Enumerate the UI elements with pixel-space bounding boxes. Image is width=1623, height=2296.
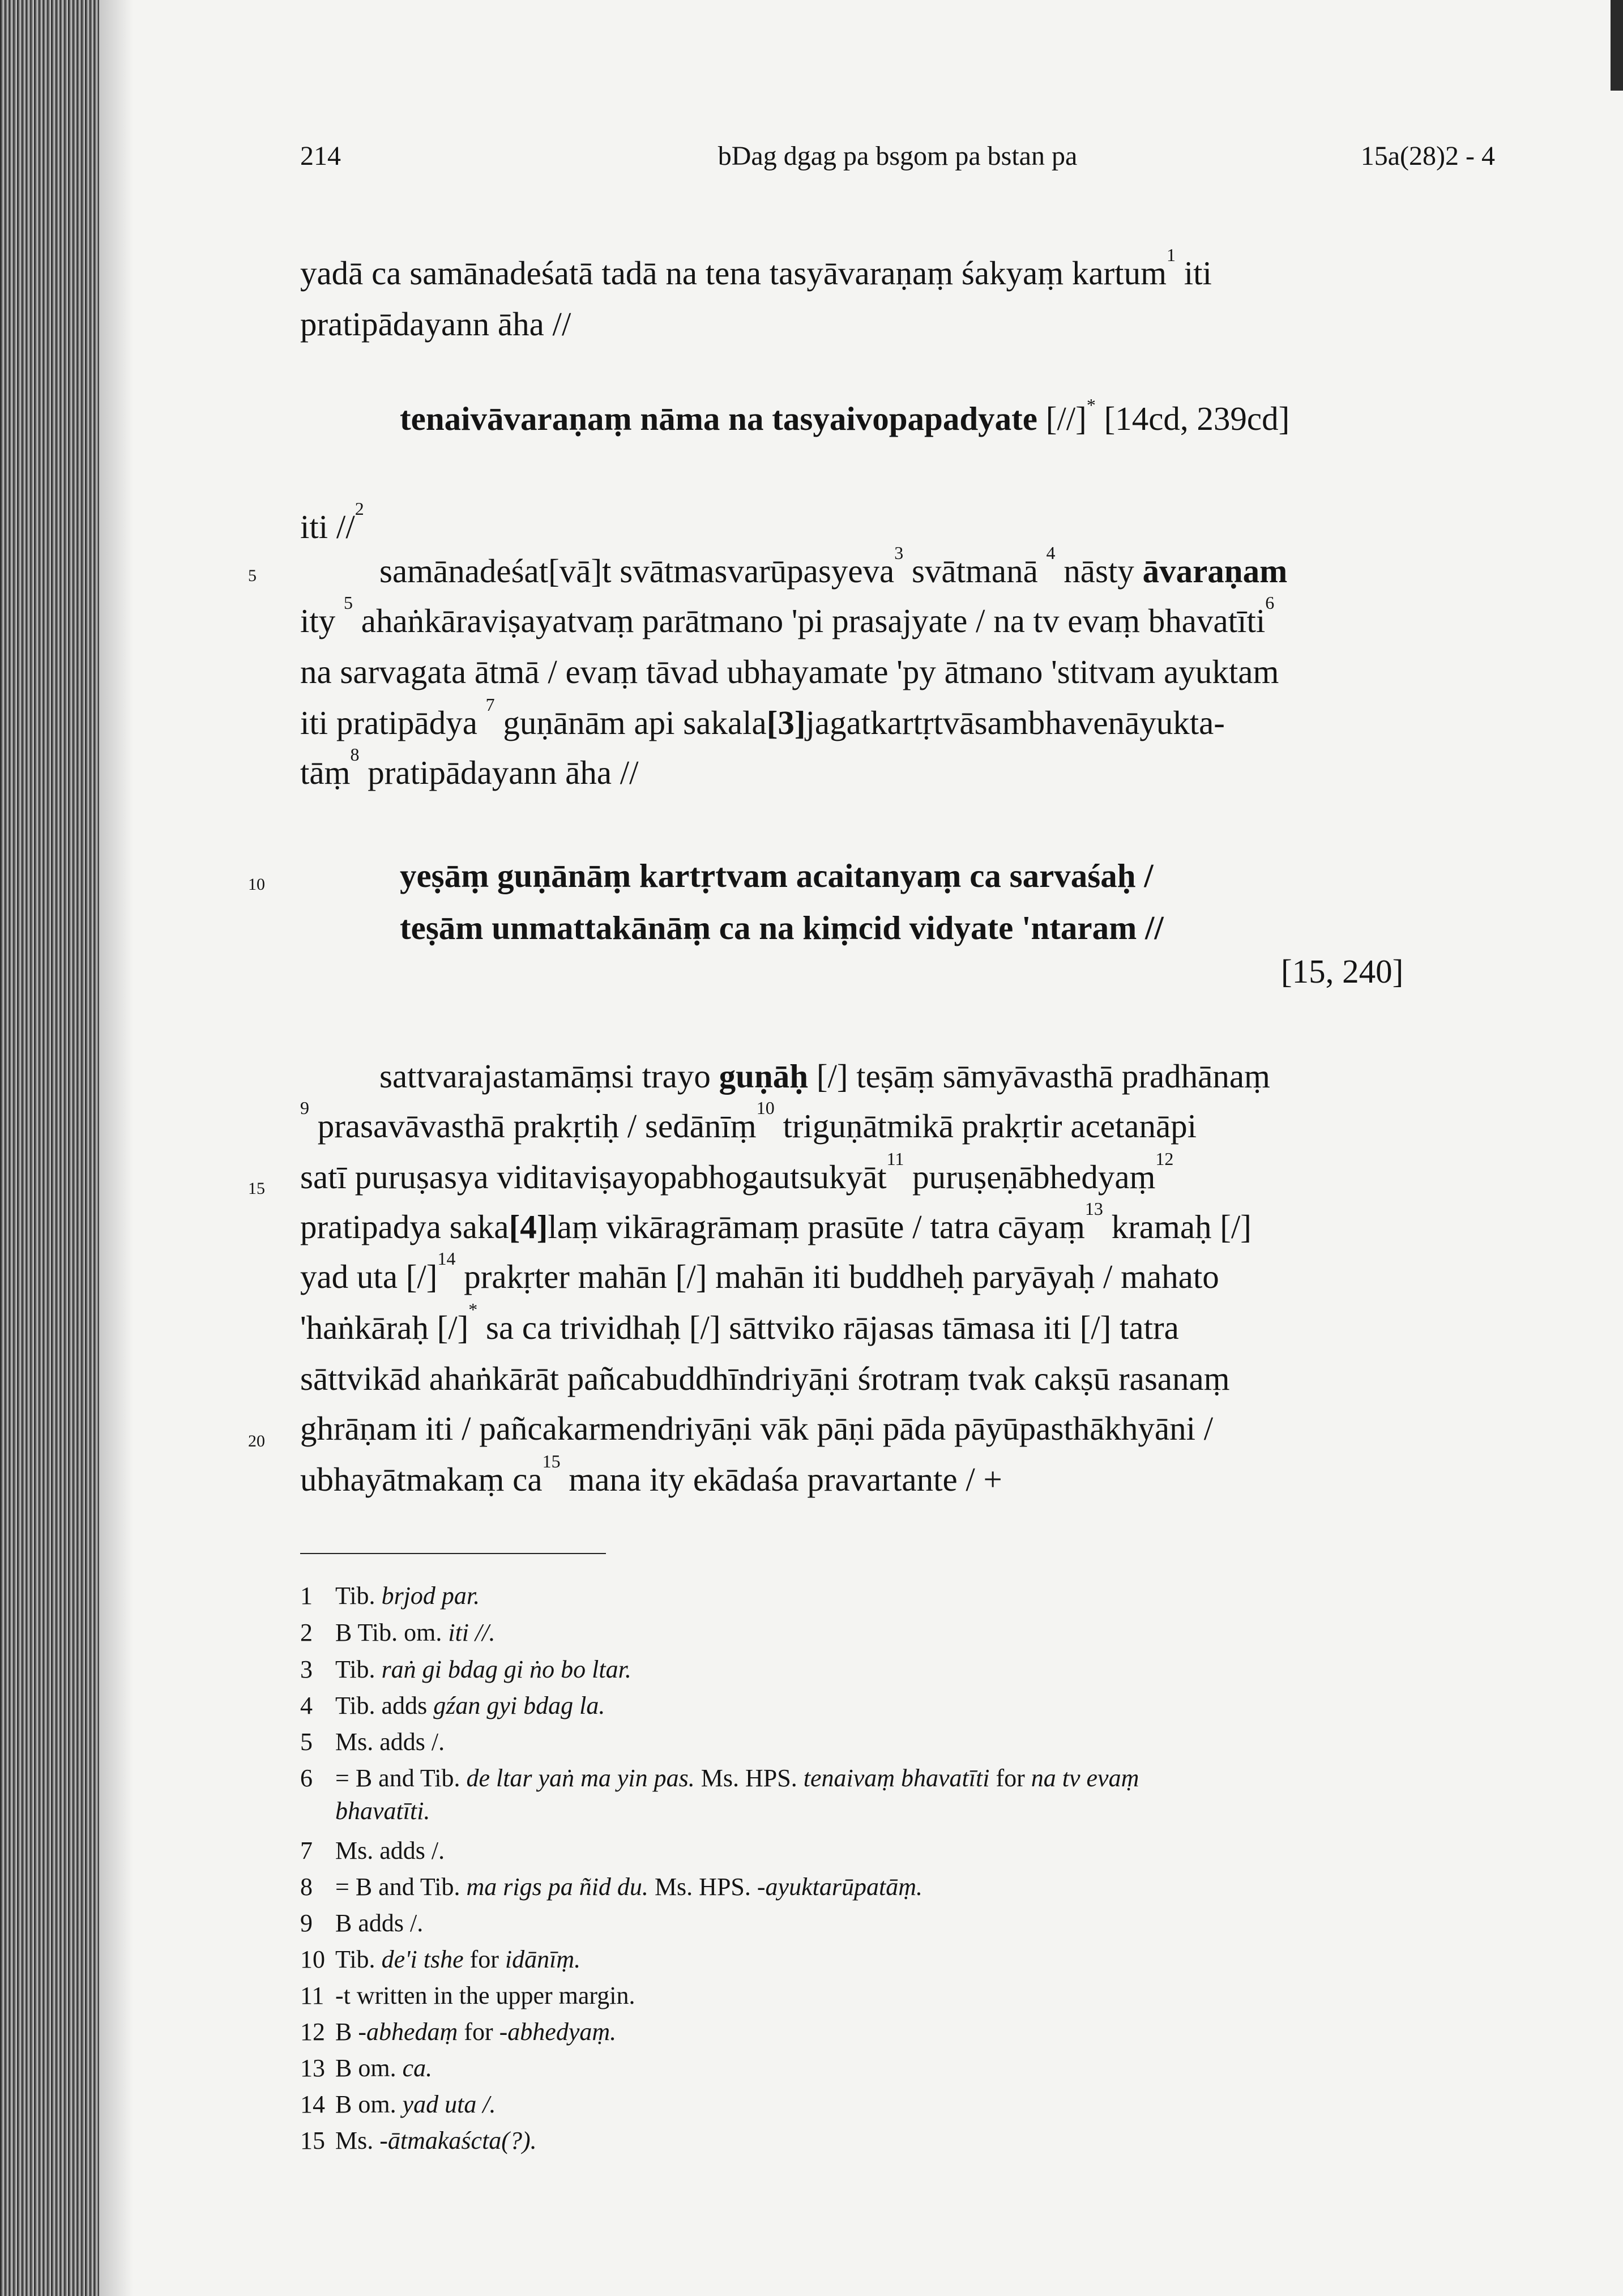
footnote: 13 B om. ca. xyxy=(300,2054,433,2082)
text-line: iti //$^2$ xyxy=(300,498,364,545)
footnote: 5 Ms. adds /. xyxy=(300,1728,445,1756)
footnote: 12 B -abhedaṃ for -abhedyaṃ. xyxy=(300,2018,617,2046)
footnote: 10 Tib. de'i tshe for idānīṃ. xyxy=(300,1945,581,1973)
verse-line: teṣām unmattakānāṃ ca na kiṃcid vidyate 'ntaram // xyxy=(400,909,1164,946)
text-line: $^9$ prasavāvasthā prakṛtiḥ / sedānīṃ$^{10}$ triguṇātmikā prakṛtir acetanāpi xyxy=(300,1098,1197,1145)
running-header xyxy=(300,140,1495,180)
verse-reference: [15, 240] xyxy=(1281,953,1404,990)
text-line: iti pratipādya $^7$ guṇānām api sakala[3]jagatkartṛtvāsambhavenāyukta- xyxy=(300,694,1225,741)
footnote: 14 B om. yad uta /. xyxy=(300,2090,496,2118)
footnote: 8 = B and Tib. ma rigs pa ñid du. Ms. HPS. -ayuktarūpatāṃ. xyxy=(300,1873,922,1901)
gutter-fade xyxy=(99,0,133,2296)
text-line: 'haṅkāraḥ [/]* sa ca trividhaḥ [/] sāttviko rājasas tāmasa iti [/] tatra xyxy=(300,1299,1179,1346)
line-number: 5 xyxy=(248,566,257,585)
text-line: na sarvagata ātmā / evaṃ tāvad ubhayamate 'py ātmano 'stitvam ayuktam xyxy=(300,653,1279,690)
footnote: 6 = B and Tib. de ltar yaṅ ma yin pas. Ms. HPS. tenaivaṃ bhavatīti for na tv evaṃ xyxy=(300,1764,1139,1792)
text-line: samānadeśat[vā]t svātmasvarūpasyeva$^3$ svātmanā $^4$ nāsty āvaraṇam xyxy=(379,543,1288,590)
folio-reference: 15a(28)2 - 4 xyxy=(1360,141,1495,171)
text-line: sattvarajastamāṃsi trayo guṇāḥ [/] teṣāṃ sāmyāvasthā pradhānaṃ xyxy=(379,1057,1270,1095)
book-binding-shadow xyxy=(0,0,99,2296)
text-line: ity $^5$ ahaṅkāraviṣayatvaṃ parātmano 'pi prasajyate / na tv evaṃ bhavatīti$^6$ xyxy=(300,592,1275,639)
line-number: 15 xyxy=(248,1179,265,1198)
footnote: 2 B Tib. om. iti //. xyxy=(300,1619,496,1646)
text-line: tāṃ$^8$ pratipādayann āha // xyxy=(300,744,639,791)
footnote-continuation: bhavatīti. xyxy=(335,1797,430,1825)
text-line: ubhayātmakaṃ $ca^{15}$ mana ity ekādaśa pravartante / + xyxy=(300,1451,1002,1498)
footnote: 4 Tib. adds gźan gyi bdag la. xyxy=(300,1692,605,1719)
footnote: 7 Ms. adds /. xyxy=(300,1837,445,1864)
line-number: 10 xyxy=(248,875,265,894)
verse-line: yeṣāṃ guṇānāṃ kartṛtvam acaitanyaṃ ca sarvaśaḥ / xyxy=(400,857,1154,894)
footnote: 15 Ms. -ātmakaścta(?). xyxy=(300,2127,537,2154)
text-line: satī puruṣasya viditaviṣayopabhogautsukyāt$^{11}$ puruṣeṇābhedyaṃ$^{12}$ xyxy=(300,1149,1174,1196)
verse-line: tenaivāvaraṇaṃ nāma na tasyaivopapadyate [//]* [14cd, 239cd] xyxy=(400,395,1290,437)
footnote: 9 B adds /. xyxy=(300,1909,424,1937)
page-corner-shadow xyxy=(1611,0,1623,91)
text-line: ghrāṇam iti / pañcakarmendriyāṇi vāk pāṇi pāda pāyūpasthākhyāni / xyxy=(300,1410,1214,1447)
text-line: sāttvikād ahaṅkārāt pañcabuddhīndriyāṇi śrotraṃ tvak cakṣū rasanaṃ xyxy=(300,1360,1230,1397)
footnote: 11 -t written in the upper margin. xyxy=(300,1982,635,2009)
footnote-rule xyxy=(300,1553,606,1554)
text-line: yadā ca samānadeśatā tadā na tena tasyāvaraṇaṃ śakyaṃ kartum$^1$ iti xyxy=(300,245,1212,292)
line-number: 20 xyxy=(248,1432,265,1450)
footnote: 1 Tib. brjod par. xyxy=(300,1582,480,1610)
text-line: pratipadya saka[4]laṃ vikāragrāmaṃ prasūte / tatra cāyaṃ$^{13}$ kramaḥ [/] xyxy=(300,1198,1252,1245)
text-line: pratipādayann āha // xyxy=(300,305,571,343)
footnote: 3 Tib. raṅ gi bdag gi ṅo bo ltar. xyxy=(300,1655,631,1683)
running-title: bDag dgag pa bsgom pa bstan pa xyxy=(717,141,1078,171)
text-line: yad uta $[/]^{14}$ prakṛter mahān [/] mahān iti buddheḥ paryāyaḥ / mahato xyxy=(300,1248,1219,1295)
page-number: 214 xyxy=(300,141,341,171)
